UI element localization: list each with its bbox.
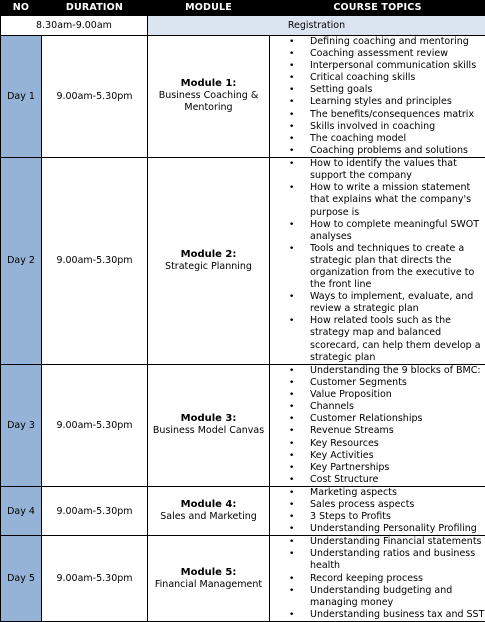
module-number: Module 2: <box>148 249 269 261</box>
registration-time: 8.30am-9.00am <box>1 16 148 36</box>
topic-item: • Key Resources <box>310 438 485 450</box>
topic-item: • How related tools such as the strategy map and balanced scorecard, can help them develop a strategic plan <box>310 315 485 363</box>
topic-item: • Coaching problems and solutions <box>310 145 485 157</box>
duration-cell: 9.00am-5.30pm <box>42 157 148 364</box>
module-cell <box>148 486 270 535</box>
topic-item: • Ways to implement, evaluate, and review a strategic plan <box>310 291 485 315</box>
module-title: Financial Management <box>148 579 269 591</box>
topic-item: • Channels <box>310 401 485 413</box>
topic-item: • Cost Structure <box>310 474 485 486</box>
day-cell: Day 4 <box>1 486 42 535</box>
module-title: Business Coaching & Mentoring <box>148 90 269 114</box>
day-cell: Day 5 <box>1 536 42 622</box>
topic-item: • Record keeping process <box>310 573 485 585</box>
module-number: Module 5: <box>148 567 269 579</box>
topics-list <box>270 487 485 535</box>
topics-list <box>270 536 485 621</box>
day-cell: Day 1 <box>1 36 42 158</box>
duration-cell: 9.00am-5.30pm <box>42 36 148 158</box>
topic-item: • Understanding Financial statements <box>310 536 485 548</box>
topic-item: • Coaching assessment review <box>310 48 485 60</box>
topic-item: • How to identify the values that support the company <box>310 158 485 182</box>
table-row <box>1 157 485 364</box>
registration-row <box>1 16 485 36</box>
module-cell <box>148 536 270 622</box>
topics-list <box>270 158 485 364</box>
header-duration: DURATION <box>42 1 148 16</box>
duration-cell: 9.00am-5.30pm <box>42 536 148 622</box>
header-no: NO <box>1 1 42 16</box>
header-row <box>1 1 485 16</box>
topic-item: • Critical coaching skills <box>310 72 485 84</box>
topic-item: • Understanding ratios and business health <box>310 548 485 572</box>
module-cell <box>148 157 270 364</box>
module-number: Module 1: <box>148 78 269 90</box>
topic-item: • The coaching model <box>310 133 485 145</box>
topics-list <box>270 36 485 157</box>
topic-item: • 3 Steps to Profits <box>310 511 485 523</box>
topic-item: • Value Proposition <box>310 389 485 401</box>
module-title: Business Model Canvas <box>148 425 269 437</box>
day-cell: Day 2 <box>1 157 42 364</box>
topic-item: • Customer Relationships <box>310 413 485 425</box>
header-module: MODULE <box>148 1 270 16</box>
registration-label: Registration <box>148 16 485 36</box>
topic-item: • Customer Segments <box>310 377 485 389</box>
topic-item: • Tools and techniques to create a strategic plan that directs the organization from the executive to the front line <box>310 243 485 291</box>
topic-item: • How to write a mission statement that explains what the company's purpose is <box>310 182 485 218</box>
module-cell <box>148 36 270 158</box>
duration-cell: 9.00am-5.30pm <box>42 364 148 486</box>
topics-cell <box>270 536 485 622</box>
day-cell: Day 3 <box>1 364 42 486</box>
topic-item: • Understanding the 9 blocks of BMC: <box>310 365 485 377</box>
module-title: Strategic Planning <box>148 261 269 273</box>
topic-item: • Key Activities <box>310 450 485 462</box>
topic-item: • Interpersonal communication skills <box>310 60 485 72</box>
header-course-topics: COURSE TOPICS <box>270 1 485 16</box>
topic-item: • Sales process aspects <box>310 499 485 511</box>
topic-item: • Revenue Streams <box>310 425 485 437</box>
topic-item: • Learning styles and principles <box>310 96 485 108</box>
table-row <box>1 36 485 158</box>
module-cell <box>148 364 270 486</box>
topic-item: • Understanding Personality Profiling <box>310 523 485 535</box>
topics-cell <box>270 364 485 486</box>
table-row <box>1 364 485 486</box>
topics-cell <box>270 36 485 158</box>
module-title: Sales and Marketing <box>148 511 269 523</box>
topic-item: • Understanding business tax and SST <box>310 609 485 621</box>
module-number: Module 3: <box>148 413 269 425</box>
table-row <box>1 536 485 622</box>
topic-item: • Marketing aspects <box>310 487 485 499</box>
topic-item: • How to complete meaningful SWOT analyses <box>310 219 485 243</box>
topics-list <box>270 365 485 486</box>
table-row <box>1 486 485 535</box>
topic-item: • Skills involved in coaching <box>310 121 485 133</box>
topic-item: • The benefits/consequences matrix <box>310 109 485 121</box>
topic-item: • Setting goals <box>310 84 485 96</box>
topics-cell <box>270 486 485 535</box>
topics-cell <box>270 157 485 364</box>
topic-item: • Key Partnerships <box>310 462 485 474</box>
topic-item: • Defining coaching and mentoring <box>310 36 485 48</box>
topic-item: • Understanding budgeting and managing money <box>310 585 485 609</box>
module-number: Module 4: <box>148 499 269 511</box>
duration-cell: 9.00am-5.30pm <box>42 486 148 535</box>
